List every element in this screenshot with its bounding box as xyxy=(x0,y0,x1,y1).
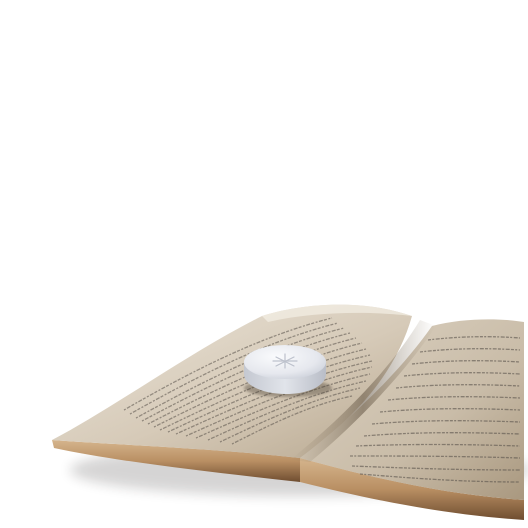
white-tablet xyxy=(244,345,332,397)
